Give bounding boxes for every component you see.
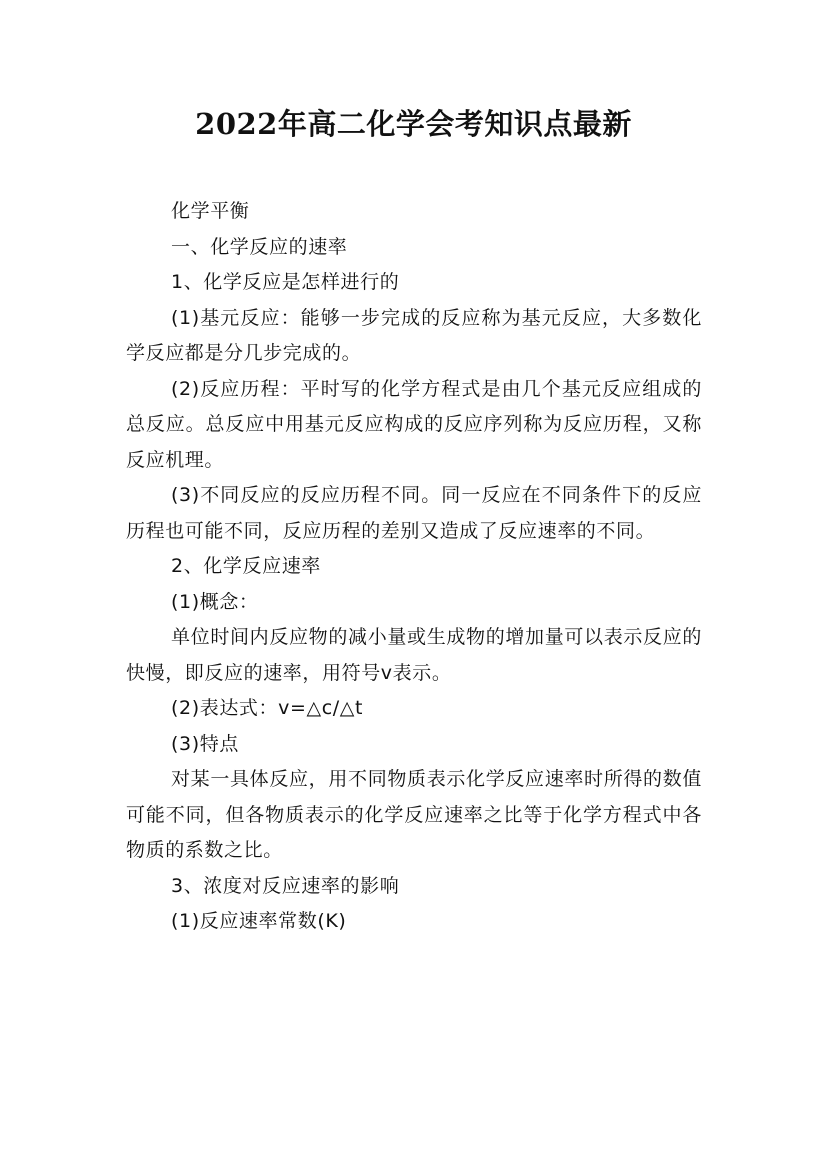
document-body xyxy=(126,194,702,940)
paragraph-features-label: (3)特点 xyxy=(171,732,239,755)
paragraph-section-heading: 化学平衡 xyxy=(171,200,250,222)
paragraph-subheading-1: 一、化学反应的速率 xyxy=(171,235,348,258)
paragraph-elementary-reaction: (1)基元反应：能够一步完成的反应称为基元反应，大多数化学反应都是分几步完成的。 xyxy=(126,306,702,364)
paragraph-concept-label: (1)概念： xyxy=(171,590,259,613)
paragraph-item-2: 2、化学反应速率 xyxy=(171,555,321,577)
paragraph-item-1: 1、化学反应是怎样进行的 xyxy=(171,271,400,293)
paragraph-expression: (2)表达式：v=△c/△t xyxy=(171,697,363,719)
paragraph-features-text: 对某一具体反应，用不同物质表示化学反应速率时所得的数值可能不同，但各物质表示的化学反应速率之比等于化学方程式中各物质的系数之比。 xyxy=(126,768,702,861)
paragraph-item-3: 3、浓度对反应速率的影响 xyxy=(171,874,400,897)
document-title: 2022年高二化学会考知识点最新 xyxy=(195,107,632,141)
paragraph-rate-constant: (1)反应速率常数(K) xyxy=(171,910,347,932)
paragraph-concept-text: 单位时间内反应物的减小量或生成物的增加量可以表示反应的快慢，即反应的速率，用符号v表示。 xyxy=(126,626,702,684)
paragraph-different-mechanisms: (3)不同反应的反应历程不同。同一反应在不同条件下的反应历程也可能不同，反应历程的差别又造成了反应速率的不同。 xyxy=(126,484,702,542)
paragraph-reaction-mechanism: (2)反应历程：平时写的化学方程式是由几个基元反应组成的总反应。总反应中用基元反应构成的反应序列称为反应历程，又称反应机理。 xyxy=(126,377,702,471)
